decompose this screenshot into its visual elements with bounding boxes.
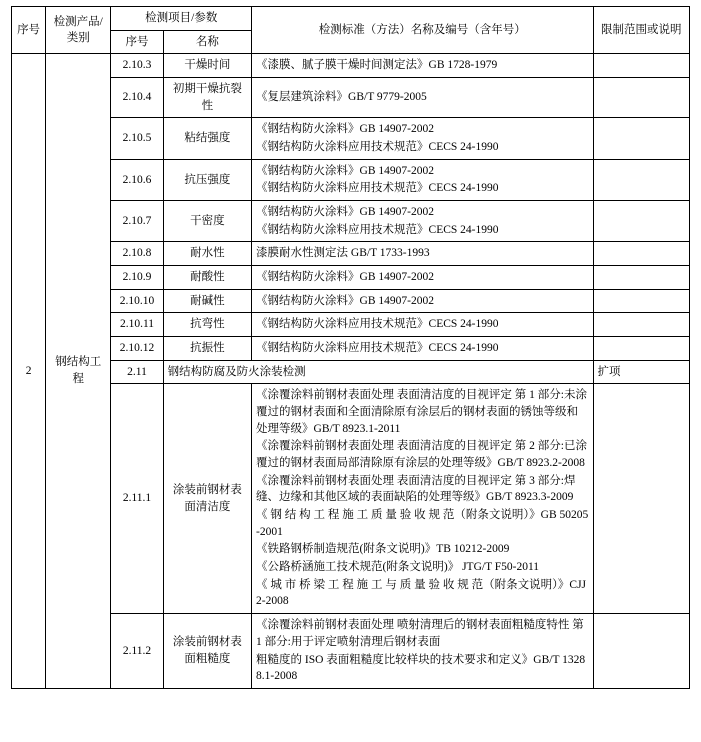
standard-cell xyxy=(252,118,594,159)
standard-cell xyxy=(252,289,594,313)
standard-cell xyxy=(252,78,594,118)
note-cell xyxy=(593,384,689,614)
standard-cell xyxy=(252,201,594,242)
item-no: 2.10.7 xyxy=(111,201,163,242)
table-row xyxy=(12,159,690,200)
item-no: 2.10.5 xyxy=(111,118,163,159)
note-cell xyxy=(593,242,689,266)
item-name: 抗振性 xyxy=(163,337,251,361)
header-item-no: 序号 xyxy=(111,30,163,54)
item-name: 耐碱性 xyxy=(163,289,251,313)
standard-line: 粗糙度的 ISO 表面粗糙度比较样块的技术要求和定义》GB/T 13288.1-2008 xyxy=(256,653,586,683)
header-note: 限制范围或说明 xyxy=(593,7,689,54)
note-cell: 扩项 xyxy=(593,360,689,384)
standard-cell xyxy=(252,266,594,290)
standard-line: 漆膜耐水性测定法 GB/T 1733-1993 xyxy=(256,247,430,260)
standard-cell xyxy=(252,313,594,337)
note-cell xyxy=(593,159,689,200)
standard-line: 《公路桥涵施工技术规范(附条文说明)》 JTG/T F50-2011 xyxy=(256,561,540,574)
note-cell xyxy=(593,289,689,313)
table-row xyxy=(12,78,690,118)
header-product: 检测产品/类别 xyxy=(46,7,111,54)
item-name: 初期干燥抗裂性 xyxy=(163,78,251,118)
item-no: 2.10.3 xyxy=(111,54,163,78)
standard-line: 《钢结构防火涂料》GB 14907-2002 xyxy=(256,294,434,307)
standard-line: 《钢结构防火涂料应用技术规范》CECS 24-1990 xyxy=(256,223,499,236)
header-standard: 检测标准（方法）名称及编号（含年号） xyxy=(252,7,594,54)
standard-cell xyxy=(252,614,594,689)
table-row xyxy=(12,337,690,361)
item-no: 2.10.8 xyxy=(111,242,163,266)
standard-line: 《钢结构防火涂料应用技术规范》CECS 24-1990 xyxy=(256,318,499,331)
note-cell xyxy=(593,201,689,242)
standard-line: 《钢结构防火涂料》GB 14907-2002 xyxy=(256,271,434,284)
standard-cell xyxy=(252,384,594,614)
table-header xyxy=(12,7,690,54)
item-name: 粘结强度 xyxy=(163,118,251,159)
header-item-group: 检测项目/参数 xyxy=(111,7,252,31)
item-no: 2.10.6 xyxy=(111,159,163,200)
standard-cell xyxy=(252,159,594,200)
standard-line: 《铁路钢桥制造规范(附条文说明)》TB 10212-2009 xyxy=(256,543,510,556)
standard-line: 《漆膜、腻子膜干燥时间测定法》GB 1728-1979 xyxy=(256,59,498,72)
item-no: 2.10.4 xyxy=(111,78,163,118)
item-name: 干密度 xyxy=(163,201,251,242)
item-name: 抗弯性 xyxy=(163,313,251,337)
item-no: 2.11 xyxy=(111,360,163,384)
note-cell xyxy=(593,54,689,78)
table-row xyxy=(12,360,690,384)
row-group-product: 钢结构工程 xyxy=(46,54,111,689)
section-title: 钢结构防腐及防火涂装检测 xyxy=(163,360,593,384)
table-row xyxy=(12,289,690,313)
note-cell xyxy=(593,614,689,689)
table-header-row xyxy=(12,7,690,31)
standard-line: 《钢结构防火涂料》GB 14907-2002 xyxy=(256,164,434,177)
standard-line: 《钢结构防火涂料应用技术规范》CECS 24-1990 xyxy=(256,141,499,154)
item-no: 2.10.9 xyxy=(111,266,163,290)
item-name: 抗压强度 xyxy=(163,159,251,200)
table-row xyxy=(12,54,690,78)
note-cell xyxy=(593,266,689,290)
standard-line: 《钢结构防火涂料应用技术规范》CECS 24-1990 xyxy=(256,342,499,355)
note-cell xyxy=(593,313,689,337)
item-name: 耐水性 xyxy=(163,242,251,266)
table-row xyxy=(12,201,690,242)
item-no: 2.11.2 xyxy=(111,614,163,689)
item-name: 耐酸性 xyxy=(163,266,251,290)
note-cell xyxy=(593,78,689,118)
table-row xyxy=(12,118,690,159)
note-cell xyxy=(593,118,689,159)
inspection-standards-table xyxy=(11,6,690,689)
standard-line: 《 城 市 桥 梁 工 程 施 工 与 质 量 验 收 规 范（附条文说明）》CJJ 2-2008 xyxy=(256,578,587,608)
item-no: 2.10.12 xyxy=(111,337,163,361)
item-name: 干燥时间 xyxy=(163,54,251,78)
standard-line: 《 钢 结 构 工 程 施 工 质 量 验 收 规 范（附条文说明）》GB 50205-2001 xyxy=(256,509,589,538)
standard-line: 《涂覆涂料前钢材表面处理 表面清洁度的目视评定 第 1 部分:未涂覆过的钢材表面和全面清除原有涂层后的钢材表面的锈蚀等级和处理等级》GB/T 8923.1-2011 xyxy=(256,389,587,435)
standard-line: 《复层建筑涂料》GB/T 9779-2005 xyxy=(256,91,427,104)
note-cell xyxy=(593,337,689,361)
table-row xyxy=(12,266,690,290)
table-row xyxy=(12,614,690,689)
standard-line: 《涂覆涂料前钢材表面处理 表面清洁度的目视评定 第 2 部分:已涂覆过的钢材表面局部清除原有涂层的处理等级》GB/T 8923.2-2008 xyxy=(256,440,587,470)
standard-line: 《涂覆涂料前钢材表面处理 表面清洁度的目视评定 第 3 部分:焊缝、边缘和其他区域的表面缺陷的处理等级》GB/T 8923.3-2009 xyxy=(256,474,576,504)
standard-line: 《钢结构防火涂料应用技术规范》CECS 24-1990 xyxy=(256,182,499,195)
standard-line: 《钢结构防火涂料》GB 14907-2002 xyxy=(256,123,434,136)
table-row xyxy=(12,384,690,614)
standard-line: 《钢结构防火涂料》GB 14907-2002 xyxy=(256,206,434,219)
item-no: 2.11.1 xyxy=(111,384,163,614)
row-group-seq: 2 xyxy=(12,54,46,689)
item-no: 2.10.11 xyxy=(111,313,163,337)
item-name: 涂装前钢材表面清洁度 xyxy=(163,384,251,614)
table-row xyxy=(12,242,690,266)
standard-cell xyxy=(252,54,594,78)
standard-cell xyxy=(252,242,594,266)
item-no: 2.10.10 xyxy=(111,289,163,313)
item-name: 涂装前钢材表面粗糙度 xyxy=(163,614,251,689)
table-row xyxy=(12,313,690,337)
standard-cell xyxy=(252,337,594,361)
header-seq: 序号 xyxy=(12,7,46,54)
header-item-name: 名称 xyxy=(163,30,251,54)
standard-line: 《涂覆涂料前钢材表面处理 喷射清理后的钢材表面粗糙度特性 第 1 部分:用于评定喷射清理后钢材表面 xyxy=(256,619,584,648)
table-body xyxy=(12,54,690,689)
